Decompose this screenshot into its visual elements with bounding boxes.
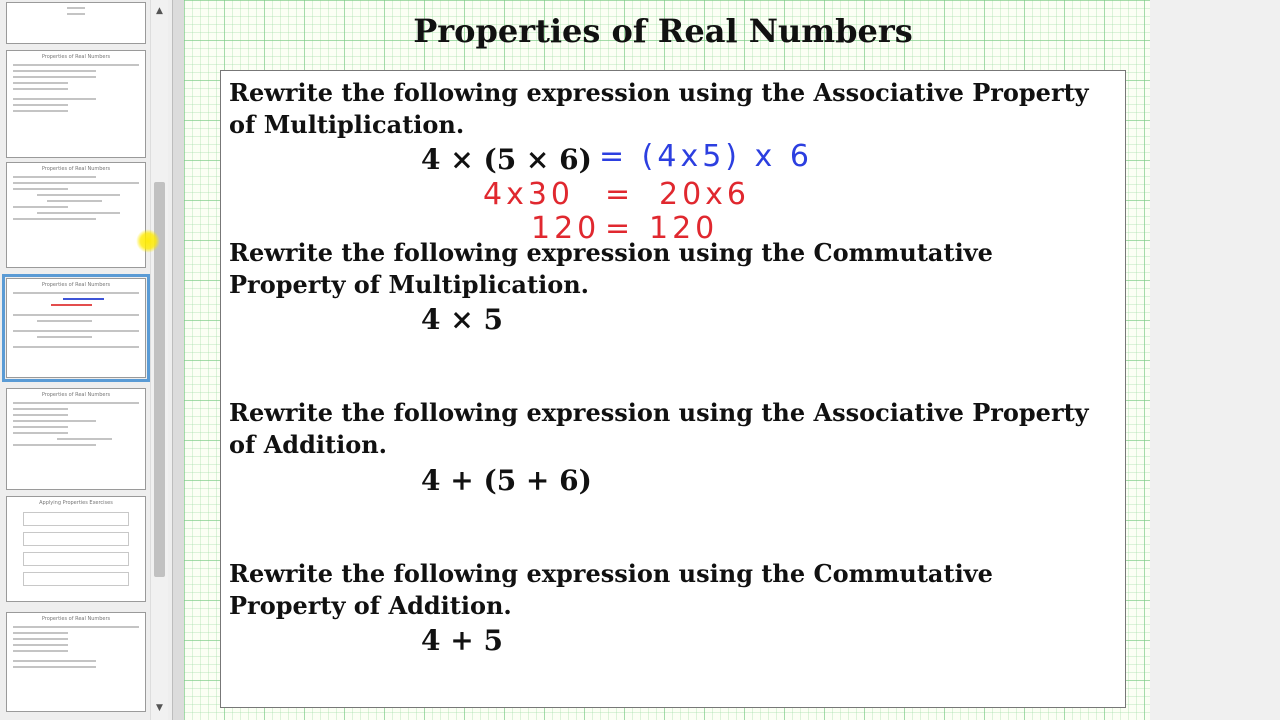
- handwritten-answer-line-1: = (4x5) x 6: [599, 139, 813, 174]
- slide-thumbnail-4-selected[interactable]: [6, 278, 146, 378]
- thumbnail-title: Properties of Real Numbers: [41, 392, 111, 398]
- handwritten-work-line-2-right: 20x6: [659, 177, 751, 212]
- slide-thumbnail-3[interactable]: [6, 162, 146, 268]
- question-1-prompt: Rewrite the following expression using the Associative Property of Multiplication.: [229, 78, 1089, 139]
- thumbnail-title: Properties of Real Numbers: [41, 616, 111, 622]
- mouse-cursor-highlight-icon: [136, 229, 160, 253]
- question-2-expression: 4 × 5: [421, 303, 503, 336]
- slide-thumbnail-7[interactable]: [6, 612, 146, 712]
- thumbnail-title: Properties of Real Numbers: [41, 166, 111, 172]
- question-2-prompt: Rewrite the following expression using the Commutative Property of Multiplication.: [229, 238, 993, 299]
- handwritten-work-line-2-left: 4x30: [483, 177, 575, 212]
- handwritten-work-line-3-equals: =: [605, 211, 635, 246]
- slide-canvas: [184, 0, 1150, 720]
- slide-thumbnail-2[interactable]: [6, 50, 146, 158]
- slide-title: Properties of Real Numbers: [413, 12, 913, 50]
- content-box: [220, 70, 1126, 708]
- handwritten-work-line-3-left: 120: [531, 211, 601, 246]
- question-1-expression: 4 × (5 × 6): [421, 143, 592, 176]
- slide-thumbnail-5[interactable]: [6, 388, 146, 490]
- thumbnail-title: Properties of Real Numbers: [41, 54, 111, 60]
- thumbnail-scrollbar[interactable]: [150, 0, 168, 720]
- slide-thumbnail-1[interactable]: [6, 2, 146, 44]
- thumbnail-title: Properties of Real Numbers: [41, 282, 111, 288]
- scroll-down-arrow-icon[interactable]: ▼: [156, 703, 163, 713]
- handwritten-work-line-2-equals: =: [605, 177, 635, 212]
- question-3-expression: 4 + (5 + 6): [421, 464, 592, 497]
- slide-thumbnail-6[interactable]: [6, 496, 146, 602]
- thumbnail-title: Applying Properties Exercises: [39, 500, 113, 506]
- question-4-prompt: Rewrite the following expression using the Commutative Property of Addition.: [229, 559, 993, 620]
- question-3-prompt: Rewrite the following expression using the Associative Property of Addition.: [229, 398, 1089, 459]
- handwritten-work-line-3-right: 120: [649, 211, 719, 246]
- scroll-up-arrow-icon[interactable]: ▲: [156, 6, 163, 16]
- slide-thumbnail-pane: [0, 0, 172, 720]
- question-4-expression: 4 + 5: [421, 624, 503, 657]
- right-side-panel: [1150, 0, 1280, 720]
